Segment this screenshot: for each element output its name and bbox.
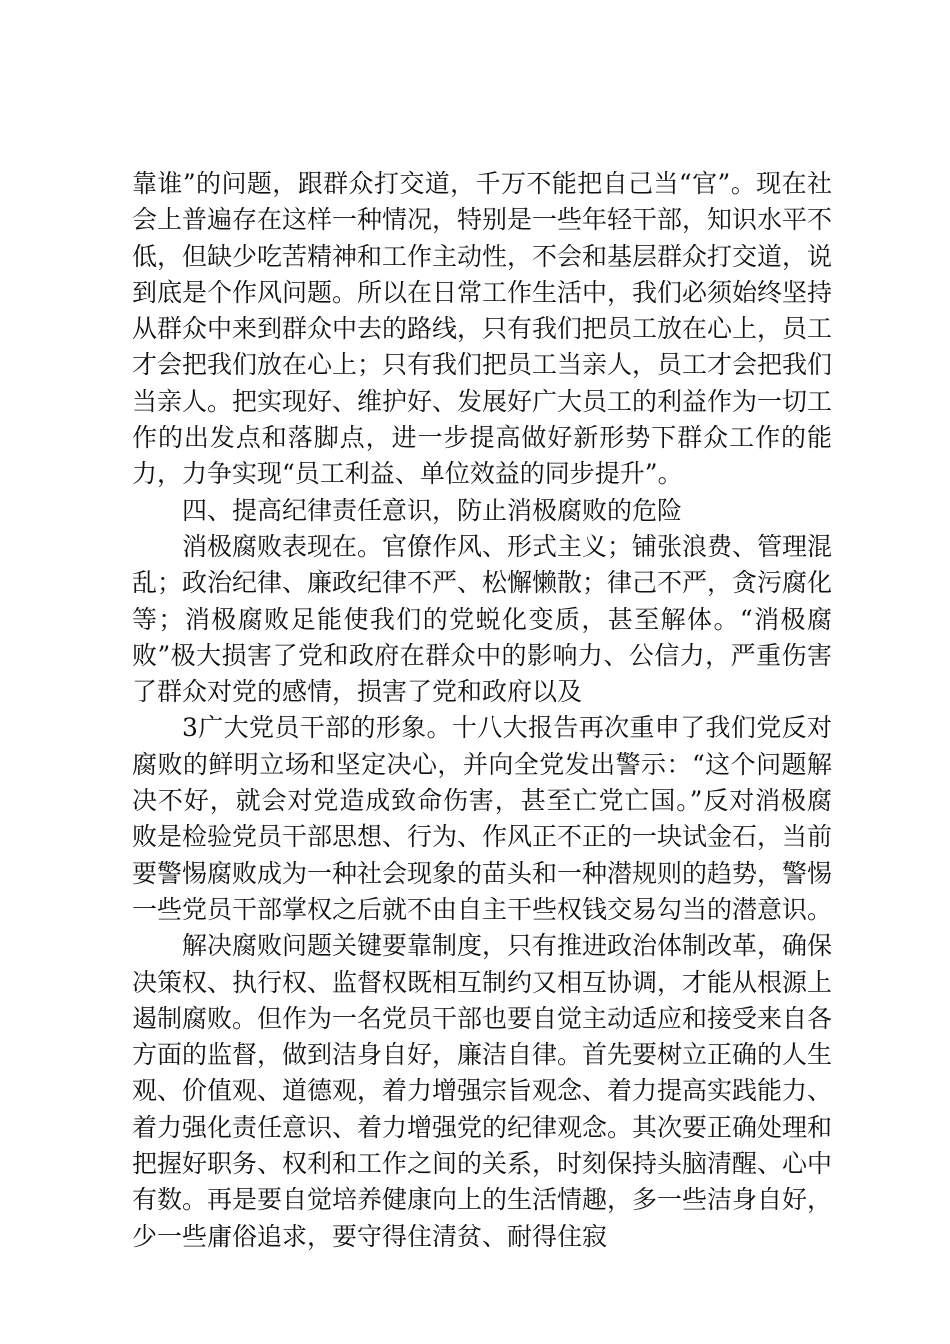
paragraph: 解决腐败问题关键要靠制度，只有推进政治体制改革，确保决策权、执行权、监督权既相互制约又相互协调，才能从根源上遏制腐败。但作为一名党员干部也要自觉主动适应和接受来自各方面的监督，做到洁身自好，廉洁自律。首先要树立正确的人生观、价值观、道德观，着力增强宗旨观念、着力提高实践能力、着力强化责任意识、着力增强党的纪律观念。其次要正确处理和把握好职务、权利和工作之间的关系，时刻保持头脑清醒、心中有数。再是要自觉培养健康向上的生活情趣，多一些洁身自好，少一些庸俗追求，要守得住清贫、耐得住寂 (132, 931, 833, 1251)
section-heading: 四、提高纪律责任意识，防止消极腐败的危险 (182, 495, 683, 525)
document-body (132, 166, 832, 1255)
paragraph: 消极腐败表现在。官僚作风、形式主义；铺张浪费、管理混乱；政治纪律、廉政纪律不严、松懈懒散；律己不严，贪污腐化等；消极腐败足能使我们的党蜕化变质，甚至解体。“消极腐败”极大损害了党和政府在群众中的影响力、公信力，严重伤害了群众对党的感情，损害了党和政府以及 (132, 531, 833, 707)
paragraph: 3广大党员干部的形象。十八大报告再次重申了我们党反对腐败的鲜明立场和坚定决心，并向全党发出警示：“这个问题解决不好，就会对党造成致命伤害，甚至亡党亡国。”反对消极腐败是检验党员干部思想、行为、作风正不正的一块试金石，当前要警惕腐败成为一种社会现象的苗头和一种潜规则的趋势，警惕一些党员干部掌权之后就不由自主干些权钱交易勾当的潜意识。 (132, 713, 833, 924)
paragraph-continuation: 靠谁”的问题，跟群众打交道，千万不能把自己当“官”。现在社会上普遍存在这样一种情况，特别是一些年轻干部，知识水平不低，但缺少吃苦精神和工作主动性，不会和基层群众打交道，说到底是个作风问题。所以在日常工作生活中，我们必须始终坚持从群众中来到群众中去的路线，只有我们把员工放在心上，员工才会把我们放在心上；只有我们把员工当亲人，员工才会把我们当亲人。把实现好、维护好、发展好广大员工的利益作为一切工作的出发点和落脚点，进一步提高做好新形势下群众工作的能力，力争实现“员工利益、单位效益的同步提升”。 (132, 169, 833, 489)
